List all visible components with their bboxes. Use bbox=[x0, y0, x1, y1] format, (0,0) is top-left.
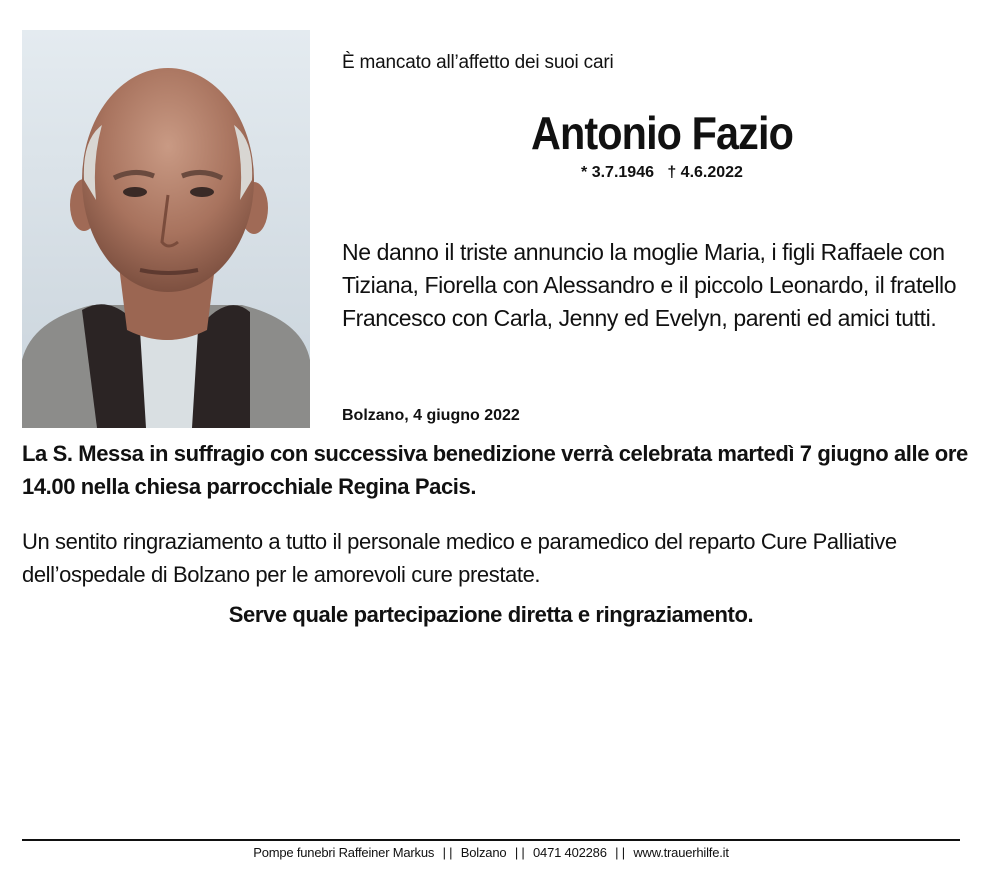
footer bbox=[0, 845, 982, 860]
announcement-text: Ne danno il triste annuncio la moglie Maria, i figli Raffaele con Tiziana, Fiorella con Alessandro e il piccolo Leonardo, il fratello Francesco con Carla, Jenny ed Evelyn, parenti ed amici tutti. bbox=[342, 239, 957, 331]
deceased-name: Antonio Fazio bbox=[531, 107, 793, 159]
birth-date: * 3.7.1946 bbox=[581, 164, 654, 181]
place-date: Bolzano, 4 giugno 2022 bbox=[342, 407, 520, 424]
footer-separator: | | bbox=[615, 845, 625, 860]
footer-city: Bolzano bbox=[460, 845, 507, 860]
mass-announcement: La S. Messa in suffragio con successiva benedizione verrà celebrata martedì 7 giugno alle ore 14.00 nella chiesa parrocchiale Regina Pacis. bbox=[22, 441, 968, 499]
closing-line: Serve quale partecipazione diretta e ringraziamento. bbox=[228, 602, 754, 627]
thanks-text: Un sentito ringraziamento a tutto il personale medico e paramedico del reparto Cure Palliative dell’ospedale di Bolzano per le amorevoli cure prestate. bbox=[22, 529, 897, 587]
life-dates bbox=[342, 164, 982, 182]
portrait-illustration bbox=[22, 30, 310, 428]
footer-website: www.trauerhilfe.it bbox=[633, 845, 729, 860]
death-date: † 4.6.2022 bbox=[667, 164, 743, 181]
portrait-photo bbox=[22, 30, 310, 428]
intro-text: È mancato all’affetto dei suoi cari bbox=[342, 52, 614, 73]
footer-phone: 0471 402286 bbox=[533, 845, 607, 860]
funeral-home-name: Pompe funebri Raffeiner Markus bbox=[253, 845, 435, 860]
footer-divider bbox=[22, 839, 960, 841]
footer-separator: | | bbox=[514, 845, 525, 860]
footer-separator: | | bbox=[442, 845, 453, 860]
